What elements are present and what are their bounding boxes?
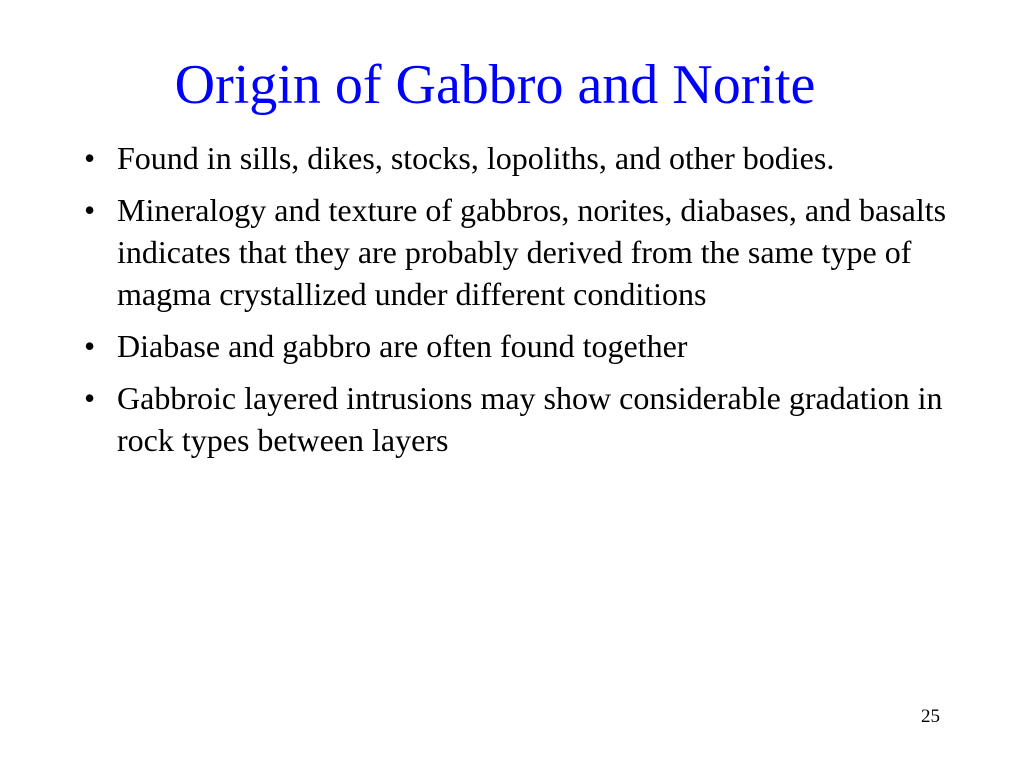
slide-title: Origin of Gabbro and Norite [174,54,816,116]
bullet-dot-icon: • [84,380,96,416]
bullet-text: Mineralogy and texture of gabbros, norites, diabases, and basalts indicates that they are probably derived from the same type of magma crystallized under different conditions [117,192,947,312]
bullet-text: Found in sills, dikes, stocks, lopoliths, and other bodies. [117,140,835,176]
page-number: 25 [921,706,940,727]
bullet-item [80,137,980,179]
bullet-dot-icon: • [84,328,96,364]
bullet-item [80,377,980,461]
bullet-text: Diabase and gabbro are often found together [117,328,688,364]
bullet-list [80,137,980,471]
bullet-text: Gabbroic layered intrusions may show considerable gradation in rock types between layers [117,380,943,458]
bullet-item [80,189,980,315]
bullet-dot-icon: • [84,140,96,176]
bullet-item [80,325,980,367]
bullet-dot-icon: • [84,192,96,228]
